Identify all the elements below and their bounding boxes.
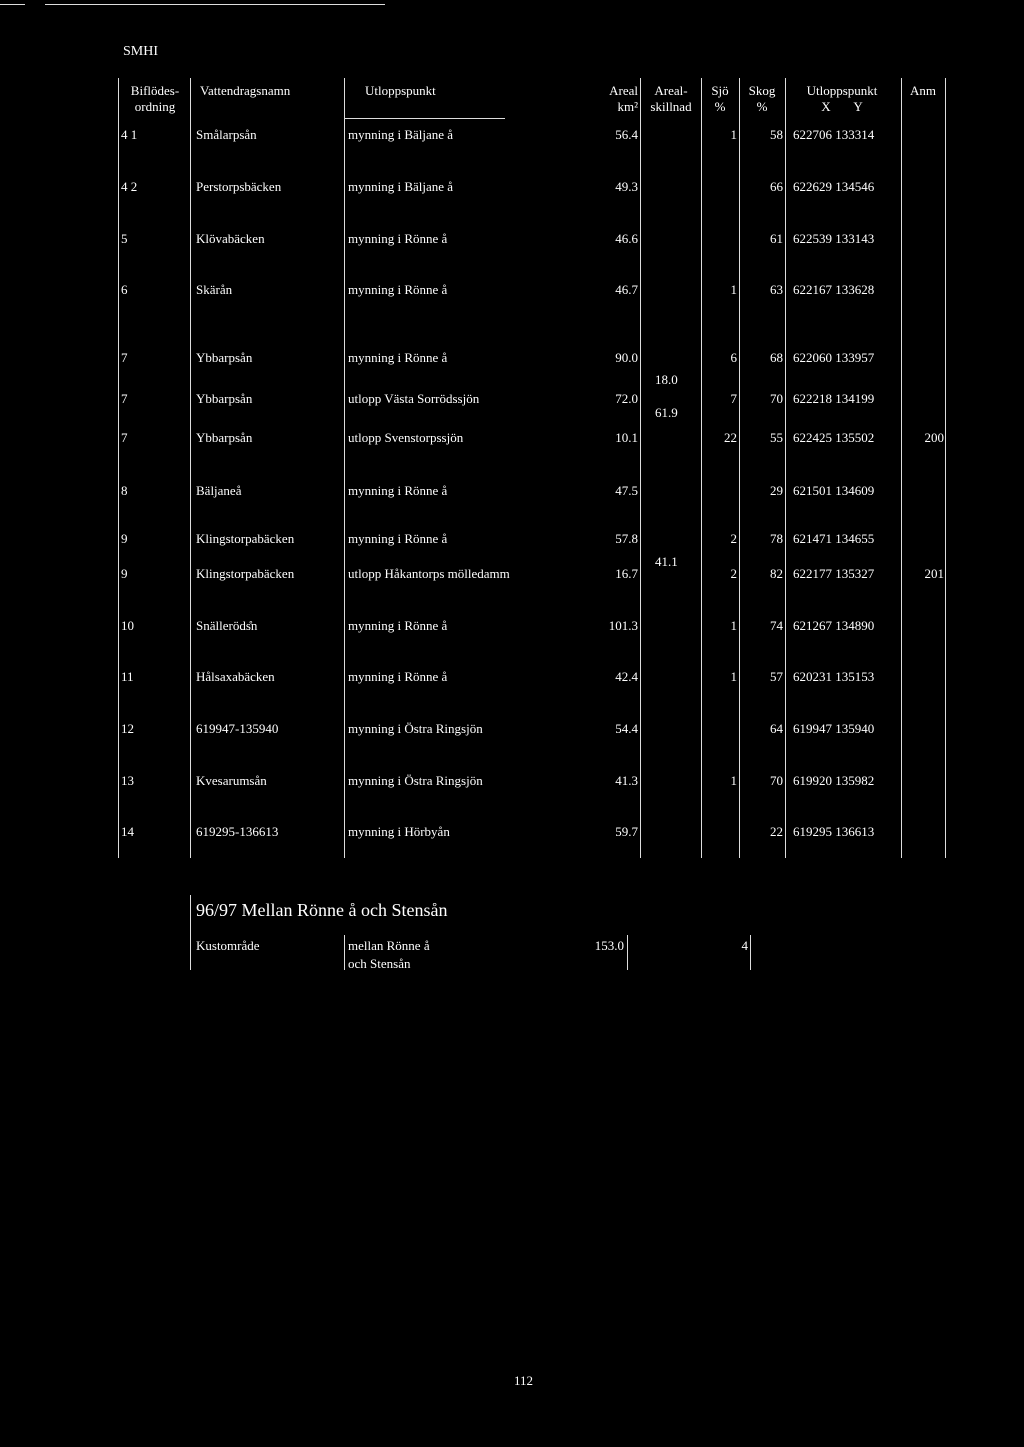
col-anm: Anm <box>910 83 936 98</box>
section-areal: 153.0 <box>594 938 624 953</box>
cell-areal: 72.0 <box>615 391 638 406</box>
cell-sjo: 1 <box>730 773 737 788</box>
col-areal <box>570 83 638 115</box>
col-diff <box>642 83 700 115</box>
areal-diff: 61.9 <box>655 405 678 420</box>
cell-ord: 12 <box>121 721 134 736</box>
cell-areal: 16.7 <box>615 566 638 581</box>
cell-sjo: 6 <box>730 350 737 365</box>
col-label: Y <box>853 99 863 114</box>
cell-xy: 622425 135502 <box>793 430 875 445</box>
cell-areal: 101.3 <box>608 618 638 633</box>
cell-areal: 47.5 <box>615 483 638 498</box>
cell-utlopp: mynning i Rönne å <box>348 350 448 365</box>
cell-ord: 13 <box>121 773 134 788</box>
cell-areal: 46.6 <box>615 231 638 246</box>
cell-ord: 4 1 <box>121 127 138 142</box>
cell-utlopp: utlopp Svenstorpssjön <box>348 430 464 445</box>
cell-utlopp: mynning i Hörbyån <box>348 824 450 839</box>
cell-xy: 619920 135982 <box>793 773 875 788</box>
page-number: 112 <box>514 1373 534 1388</box>
cell-ord: 7 <box>121 350 128 365</box>
cell-ord: 5 <box>121 231 128 246</box>
col-label: km² <box>617 99 638 114</box>
cell-xy: 621501 134609 <box>793 483 875 498</box>
cell-xy: 622060 133957 <box>793 350 875 365</box>
cell-utlopp: utlopp Västa Sorrödssjön <box>348 391 480 406</box>
cell-xy: 622177 135327 <box>793 566 875 581</box>
cell-ord: 6 <box>121 282 128 297</box>
grid-line <box>945 78 946 858</box>
section-utlopp: mellan Rönne å <box>348 938 430 953</box>
cell-sjo: 2 <box>730 566 737 581</box>
col-label: % <box>756 99 768 114</box>
cell-skog: 66 <box>770 179 783 194</box>
cell-utlopp: mynning i Bäljane å <box>348 179 454 194</box>
cell-utlopp: mynning i Östra Ringsjön <box>348 721 483 736</box>
col-label: Skog <box>748 83 776 98</box>
section-sjo: 4 <box>741 938 748 953</box>
cell-utlopp: mynning i Rönne å <box>348 618 448 633</box>
cell-name: Ybbarpsån <box>196 350 253 365</box>
cell-anm: 201 <box>924 566 944 581</box>
cell-skog: 22 <box>770 824 783 839</box>
cell-name: Smålarpsån <box>196 127 257 142</box>
cell-skog: 58 <box>770 127 783 142</box>
col-label: Sjö <box>711 83 729 98</box>
cell-name: Bäljaneå <box>196 483 242 498</box>
cell-skog: 68 <box>770 350 783 365</box>
grid-line <box>627 935 628 970</box>
cell-xy: 621267 134890 <box>793 618 875 633</box>
header-label: SMHI <box>123 44 159 59</box>
col-xy <box>786 83 898 115</box>
cell-name: Klingstorpabäcken <box>196 566 295 581</box>
table-row <box>0 773 1024 789</box>
cell-skog: 74 <box>770 618 783 633</box>
cell-skog: 70 <box>770 773 783 788</box>
section-title: 96/97 Mellan Rönne å och Stensån <box>196 900 448 920</box>
col-skog <box>740 83 784 115</box>
table-row <box>0 231 1024 247</box>
table-row <box>0 669 1024 685</box>
cell-areal: 46.7 <box>615 282 638 297</box>
table-row <box>0 531 1024 547</box>
cell-ord: 4 2 <box>121 179 138 194</box>
cell-xy: 622218 134199 <box>793 391 875 406</box>
col-name: Vattendragsnamn <box>200 83 291 98</box>
table-row <box>0 127 1024 143</box>
cell-skog: 29 <box>770 483 783 498</box>
cell-name: 619947-135940 <box>196 721 279 736</box>
divider <box>45 4 385 5</box>
cell-areal: 90.0 <box>615 350 638 365</box>
cell-utlopp: mynning i Östra Ringsjön <box>348 773 483 788</box>
cell-ord: 9 <box>121 566 128 581</box>
cell-ord: 7 <box>121 430 128 445</box>
cell-xy: 622167 133628 <box>793 282 875 297</box>
cell-skog: 57 <box>770 669 783 684</box>
cell-name: Klövabäcken <box>196 231 265 246</box>
areal-diff: 18.0 <box>655 372 678 387</box>
cell-xy: 619947 135940 <box>793 721 875 736</box>
cell-areal: 54.4 <box>615 721 638 736</box>
grid-line <box>701 78 702 858</box>
cell-areal: 10.1 <box>615 430 638 445</box>
cell-skog: 82 <box>770 566 783 581</box>
grid-line <box>190 78 191 858</box>
cell-sjo: 1 <box>730 127 737 142</box>
table-row <box>0 618 1024 634</box>
cell-name: Skärån <box>196 282 233 297</box>
cell-xy: 621471 134655 <box>793 531 875 546</box>
cell-utlopp: mynning i Rönne å <box>348 669 448 684</box>
cell-xy: 622629 134546 <box>793 179 875 194</box>
cell-ord: 14 <box>121 824 134 839</box>
table-row <box>0 391 1024 407</box>
table-row <box>0 350 1024 366</box>
table-row <box>0 721 1024 737</box>
table-row <box>0 282 1024 298</box>
grid-line <box>739 78 740 858</box>
cell-skog: 70 <box>770 391 783 406</box>
grid-line <box>750 935 751 970</box>
col-sjo <box>702 83 738 115</box>
cell-skog: 63 <box>770 282 783 297</box>
cell-ord: 10 <box>121 618 134 633</box>
cell-utlopp: mynning i Rönne å <box>348 483 448 498</box>
grid-line <box>344 78 345 858</box>
cell-sjo: 1 <box>730 669 737 684</box>
col-label: Areal- <box>654 83 688 98</box>
col-utlopp: Utloppspunkt <box>365 83 436 98</box>
cell-areal: 42.4 <box>615 669 638 684</box>
cell-sjo: 2 <box>730 531 737 546</box>
table-row <box>0 824 1024 840</box>
cell-skog: 55 <box>770 430 783 445</box>
cell-utlopp: mynning i Rönne å <box>348 531 448 546</box>
cell-skog: 64 <box>770 721 783 736</box>
grid-line <box>640 78 641 858</box>
cell-utlopp: mynning i Rönne å <box>348 231 448 246</box>
cell-name: Klingstorpabäcken <box>196 531 295 546</box>
grid-line <box>345 118 505 119</box>
table-row <box>0 566 1024 582</box>
grid-line <box>190 895 191 970</box>
col-label: X <box>821 99 831 114</box>
cell-name: Kvesarumsån <box>196 773 267 788</box>
cell-areal: 57.8 <box>615 531 638 546</box>
cell-xy: 622539 133143 <box>793 231 875 246</box>
cell-xy: 619295 136613 <box>793 824 875 839</box>
col-label: Biflödes- <box>130 83 180 98</box>
cell-utlopp: mynning i Rönne å <box>348 282 448 297</box>
cell-name: Hålsaxabäcken <box>196 669 275 684</box>
grid-line <box>344 935 345 970</box>
col-label: Utloppspunkt <box>806 83 878 98</box>
cell-anm: 200 <box>924 430 944 445</box>
table-row <box>0 483 1024 499</box>
cell-ord: 7 <box>121 391 128 406</box>
cell-utlopp: mynning i Bäljane å <box>348 127 454 142</box>
section-utlopp: och Stensån <box>348 956 411 971</box>
cell-ord: 9 <box>121 531 128 546</box>
cell-sjo: 1 <box>730 282 737 297</box>
cell-areal: 56.4 <box>615 127 638 142</box>
grid-line <box>118 78 119 858</box>
col-bifl <box>120 83 190 115</box>
section-name: Kustområde <box>196 938 260 953</box>
cell-areal: 59.7 <box>615 824 638 839</box>
cell-areal: 49.3 <box>615 179 638 194</box>
cell-sjo: 22 <box>724 430 737 445</box>
cell-name: Ybbarpsån <box>196 430 253 445</box>
col-label: ordning <box>134 99 176 114</box>
cell-name: Snälleröds̊n <box>196 618 258 633</box>
col-label: % <box>714 99 726 114</box>
cell-name: Perstorpsbäcken <box>196 179 282 194</box>
cell-name: Ybbarpsån <box>196 391 253 406</box>
table-row <box>0 430 1024 446</box>
cell-skog: 78 <box>770 531 783 546</box>
cell-xy: 622706 133314 <box>793 127 875 142</box>
cell-ord: 11 <box>121 669 134 684</box>
cell-areal: 41.3 <box>615 773 638 788</box>
cell-sjo: 7 <box>730 391 737 406</box>
areal-diff: 41.1 <box>655 554 678 569</box>
cell-sjo: 1 <box>730 618 737 633</box>
grid-line <box>901 78 902 858</box>
divider <box>0 4 25 5</box>
cell-xy: 620231 135153 <box>793 669 875 684</box>
col-label: Areal <box>609 83 638 98</box>
col-label: skillnad <box>650 99 692 114</box>
cell-name: 619295-136613 <box>196 824 279 839</box>
grid-line <box>785 78 786 858</box>
cell-ord: 8 <box>121 483 128 498</box>
cell-utlopp: utlopp Håkantorps mölledamm <box>348 566 510 581</box>
cell-skog: 61 <box>770 231 783 246</box>
table-row <box>0 179 1024 195</box>
